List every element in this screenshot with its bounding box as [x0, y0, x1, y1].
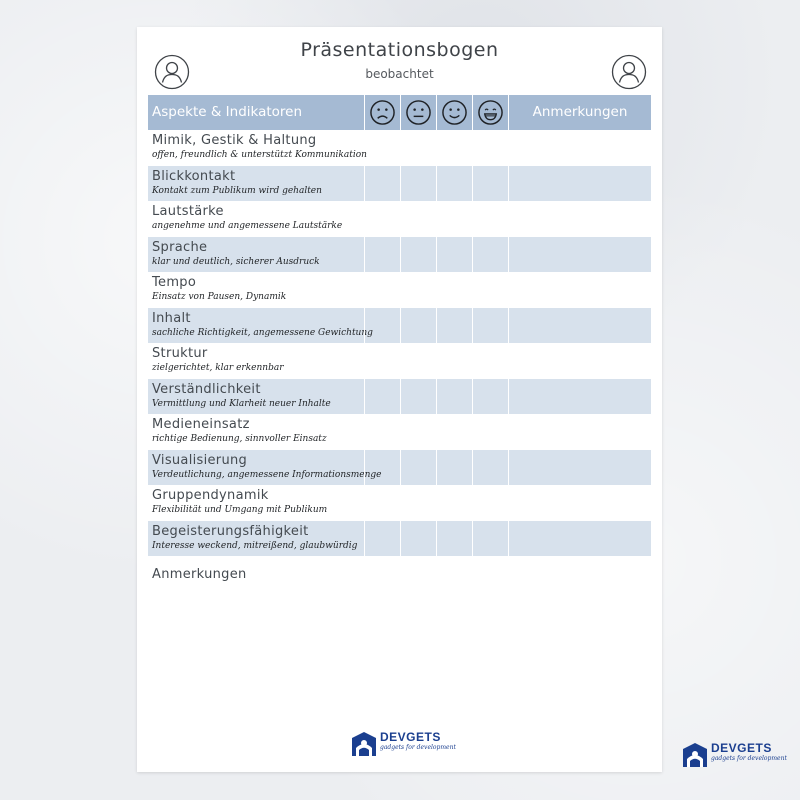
rating-cell-neutral[interactable]	[400, 130, 436, 166]
rating-cell-smile[interactable]	[436, 379, 472, 415]
rating-cell-neutral[interactable]	[400, 343, 436, 379]
presentation-sheet	[137, 27, 662, 772]
table-row	[148, 130, 651, 166]
header-face-grin	[472, 95, 508, 130]
notes-cell[interactable]	[508, 130, 651, 166]
rating-cell-grin[interactable]	[472, 201, 508, 237]
aspect-indicator: zielgerichtet, klar erkennbar	[152, 363, 284, 373]
table-row	[148, 379, 651, 415]
devgets-logo-icon	[682, 742, 708, 768]
aspect-name: Sprache	[152, 239, 208, 255]
aspect-indicator: Flexibilität und Umgang mit Publikum	[152, 505, 328, 515]
rating-cell-neutral[interactable]	[400, 272, 436, 308]
rating-cell-grin[interactable]	[472, 521, 508, 557]
aspect-indicator: richtige Bedienung, sinnvoller Einsatz	[152, 434, 327, 444]
rating-cell-grin[interactable]	[472, 237, 508, 273]
aspect-indicator: Interesse weckend, mitreißend, glaubwürdig	[152, 540, 358, 551]
aspect-cell	[148, 272, 364, 308]
rating-cell-smile[interactable]	[436, 308, 472, 344]
rating-cell-neutral[interactable]	[400, 485, 436, 521]
aspect-indicator: sachliche Richtigkeit, angemessene Gewichtung	[152, 327, 373, 338]
aspect-cell	[148, 166, 364, 202]
table-row	[148, 521, 651, 557]
aspect-cell	[148, 414, 364, 450]
aspect-name: Verständlichkeit	[152, 381, 261, 397]
table-header	[148, 95, 651, 130]
aspect-name: Medieneinsatz	[152, 417, 250, 432]
notes-cell[interactable]	[508, 308, 651, 344]
smile-face-icon	[441, 99, 468, 126]
rating-cell-smile[interactable]	[436, 343, 472, 379]
header-face-sad	[364, 95, 400, 130]
rating-cell-smile[interactable]	[436, 201, 472, 237]
table-row	[148, 272, 651, 308]
neutral-face-icon	[405, 99, 432, 126]
rating-cell-sad[interactable]	[364, 201, 400, 237]
table-row	[148, 343, 651, 379]
table-row	[148, 485, 651, 521]
aspect-name: Begeisterungsfähigkeit	[152, 523, 309, 539]
rating-cell-smile[interactable]	[436, 237, 472, 273]
rating-cell-smile[interactable]	[436, 166, 472, 202]
table-row	[148, 201, 651, 237]
header-notes-cell	[508, 95, 651, 130]
page-subtitle: beobachtet	[365, 67, 434, 81]
rating-cell-sad[interactable]	[364, 414, 400, 450]
rating-cell-neutral[interactable]	[400, 379, 436, 415]
table-row	[148, 237, 651, 273]
page-title: Präsentationsbogen	[300, 39, 499, 61]
rating-cell-sad[interactable]	[364, 521, 400, 557]
devgets-logo-icon	[351, 731, 377, 757]
header-aspect-cell	[148, 95, 364, 130]
user-icon	[154, 54, 190, 90]
aspect-cell	[148, 237, 364, 273]
rating-cell-sad[interactable]	[364, 130, 400, 166]
user-icon	[611, 54, 647, 90]
aspect-indicator: Kontakt zum Publikum wird gehalten	[152, 185, 322, 196]
aspect-name: Mimik, Gestik & Haltung	[152, 133, 317, 148]
table-row	[148, 450, 651, 486]
notes-cell[interactable]	[508, 450, 651, 486]
aspect-cell	[148, 130, 367, 166]
rating-cell-grin[interactable]	[472, 272, 508, 308]
aspect-cell	[148, 521, 364, 557]
aspect-name: Gruppendynamik	[152, 488, 269, 503]
aspect-indicator: Vermittlung und Klarheit neuer Inhalte	[152, 398, 331, 409]
rating-cell-neutral[interactable]	[400, 237, 436, 273]
aspect-cell	[148, 201, 364, 237]
rating-cell-smile[interactable]	[436, 414, 472, 450]
rating-cell-neutral[interactable]	[400, 308, 436, 344]
table-row	[148, 414, 651, 450]
notes-cell[interactable]	[508, 485, 651, 521]
rating-cell-neutral[interactable]	[400, 201, 436, 237]
aspect-cell	[148, 485, 364, 521]
rating-cell-sad[interactable]	[364, 308, 400, 344]
rating-cell-neutral[interactable]	[400, 521, 436, 557]
aspect-name: Inhalt	[152, 310, 191, 326]
rating-cell-grin[interactable]	[472, 343, 508, 379]
rating-cell-sad[interactable]	[364, 485, 400, 521]
rating-cell-grin[interactable]	[472, 130, 508, 166]
notes-cell[interactable]	[508, 343, 651, 379]
rating-cell-grin[interactable]	[472, 379, 508, 415]
notes-cell[interactable]	[508, 379, 651, 415]
rating-cell-neutral[interactable]	[400, 166, 436, 202]
aspect-indicator: angenehme und angemessene Lautstärke	[152, 221, 343, 231]
aspect-name: Blickkontakt	[152, 168, 236, 184]
rating-cell-sad[interactable]	[364, 450, 400, 486]
rating-cell-grin[interactable]	[472, 485, 508, 521]
notes-cell[interactable]	[508, 272, 651, 308]
rating-cell-grin[interactable]	[472, 450, 508, 486]
grin-face-icon	[477, 99, 504, 126]
table-row	[148, 308, 651, 344]
rating-cell-sad[interactable]	[364, 237, 400, 273]
notes-cell[interactable]	[508, 414, 651, 450]
rating-cell-neutral[interactable]	[400, 414, 436, 450]
aspect-name: Tempo	[152, 275, 197, 290]
header-face-smile	[436, 95, 472, 130]
notes-cell[interactable]	[508, 521, 651, 557]
logo-brand-text: DEVGETS	[711, 741, 772, 755]
aspect-indicator: offen, freundlich & unterstützt Kommunikation	[152, 150, 367, 160]
rating-cell-smile[interactable]	[436, 450, 472, 486]
logo-tagline: gadgets for development	[380, 744, 456, 751]
rating-cell-sad[interactable]	[364, 166, 400, 202]
rating-cell-neutral[interactable]	[400, 450, 436, 486]
notes-cell[interactable]	[508, 201, 651, 237]
devgets-logo	[351, 731, 456, 757]
rating-cell-smile[interactable]	[436, 485, 472, 521]
rating-cell-grin[interactable]	[472, 166, 508, 202]
logo-brand-text: DEVGETS	[380, 730, 441, 744]
rating-cell-smile[interactable]	[436, 272, 472, 308]
aspect-cell	[148, 343, 364, 379]
rating-cell-sad[interactable]	[364, 343, 400, 379]
table-row	[148, 166, 651, 202]
aspect-name: Visualisierung	[152, 452, 248, 468]
aspect-indicator: Einsatz von Pausen, Dynamik	[152, 292, 287, 302]
header-face-neutral	[400, 95, 436, 130]
aspect-cell	[148, 379, 364, 415]
rating-cell-sad[interactable]	[364, 272, 400, 308]
aspect-cell	[148, 308, 373, 344]
notes-cell[interactable]	[508, 166, 651, 202]
sad-face-icon	[369, 99, 396, 126]
aspect-cell	[148, 450, 382, 486]
notes-section-label: Anmerkungen	[152, 567, 247, 582]
assessment-table	[148, 95, 651, 556]
aspect-indicator: Verdeutlichung, angemessene Informationsmenge	[152, 469, 382, 480]
logo-tagline: gadgets for development	[711, 755, 787, 762]
aspect-name: Lautstärke	[152, 204, 224, 219]
aspect-name: Struktur	[152, 346, 208, 361]
devgets-watermark-logo	[682, 742, 787, 768]
aspect-indicator: klar und deutlich, sicherer Ausdruck	[152, 256, 320, 267]
rating-cell-sad[interactable]	[364, 379, 400, 415]
rating-cell-grin[interactable]	[472, 308, 508, 344]
header-notes-label: Anmerkungen	[532, 104, 628, 120]
rating-cell-smile[interactable]	[436, 130, 472, 166]
notes-cell[interactable]	[508, 237, 651, 273]
rating-cell-grin[interactable]	[472, 414, 508, 450]
header-aspect-label: Aspekte & Indikatoren	[152, 104, 303, 120]
rating-cell-smile[interactable]	[436, 521, 472, 557]
